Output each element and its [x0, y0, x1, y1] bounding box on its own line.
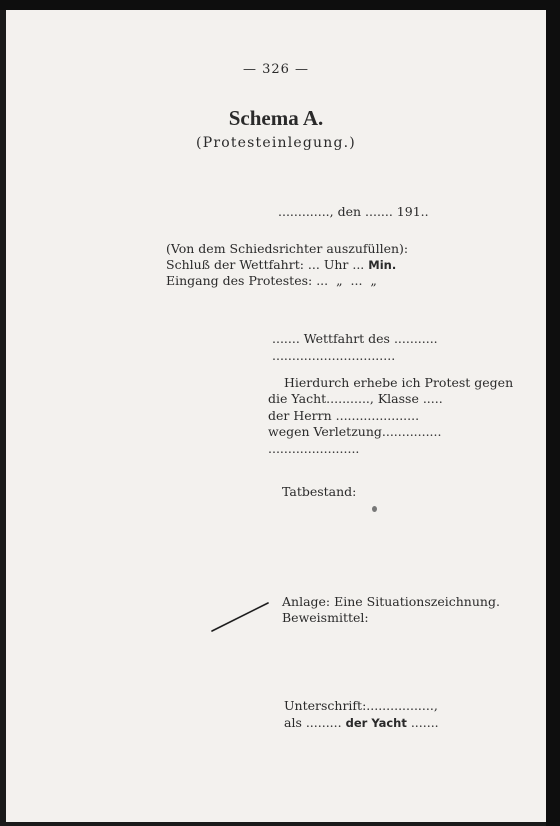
protest-line-5: .......................	[268, 441, 360, 456]
signature-line: Unterschrift:.................,	[284, 698, 438, 713]
scan-top-edge	[0, 0, 560, 10]
tatbestand-label: Tatbestand:	[282, 484, 357, 499]
page-number: — 326 —	[242, 62, 310, 77]
scan-right-edge	[546, 10, 560, 826]
protest-line-2: die Yacht..........., Klasse .....	[268, 391, 443, 406]
protest-line-1: Hierdurch erhebe ich Protest gegen	[284, 375, 514, 390]
date-line: ............., den ....... 191..	[278, 204, 429, 219]
als-yacht-line: als ......... der Yacht .......	[284, 715, 439, 730]
wettfahrt-line-1: ....... Wettfahrt des ...........	[272, 331, 438, 346]
form-subtitle: (Protesteinlegung.)	[196, 135, 356, 151]
beweismittel-line: Beweismittel:	[282, 610, 369, 625]
pen-stroke-mark	[210, 600, 272, 634]
protest-line-4: wegen Verletzung...............	[268, 424, 442, 439]
form-title: Schema A.	[228, 106, 324, 130]
wettfahrt-line-2: ...............................	[272, 348, 396, 363]
ink-spot	[372, 506, 377, 512]
protest-line-3: der Herrn .....................	[268, 408, 420, 423]
intro-line-3: Eingang des Protestes: ... „ ... „	[166, 273, 377, 288]
document-page	[6, 10, 546, 822]
intro-line-1: (Von dem Schiedsrichter auszufüllen):	[166, 241, 409, 256]
intro-line-2: Schluß der Wettfahrt: ... Uhr ... Min.	[166, 257, 397, 272]
anlage-line: Anlage: Eine Situationszeichnung.	[282, 594, 500, 609]
